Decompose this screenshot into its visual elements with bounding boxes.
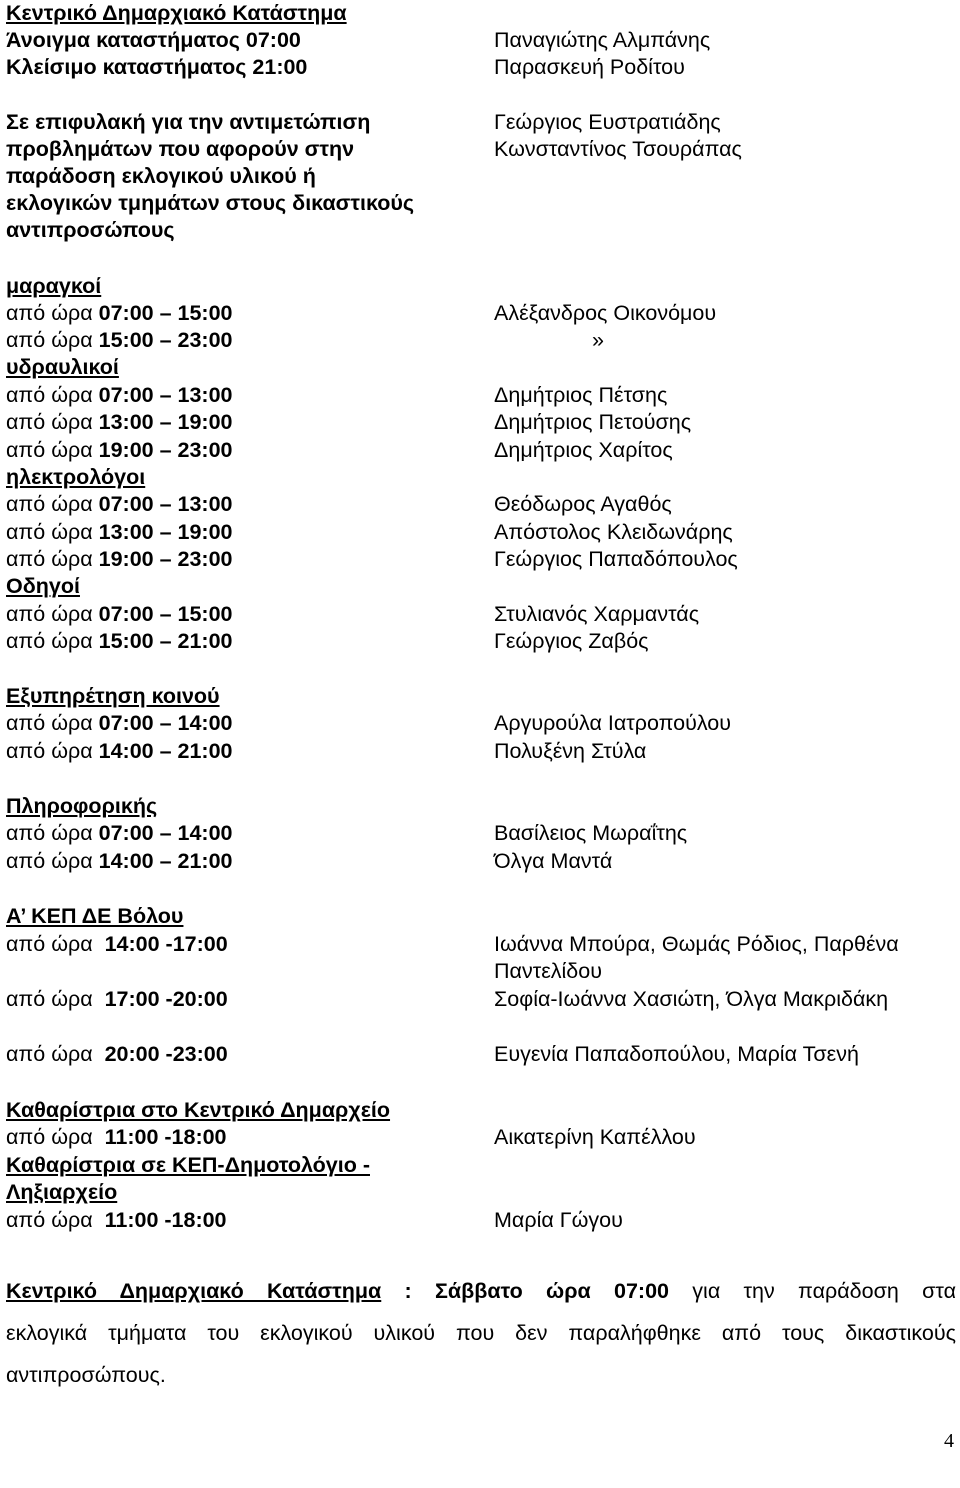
page-number: 4 — [944, 1430, 954, 1452]
group-title-cleaner-kep: Καθαρίστρια σε ΚΕΠ-Δημοτολόγιο - — [6, 1153, 370, 1177]
shift-time: 14:00 – 21:00 — [98, 849, 233, 873]
shift-row — [6, 986, 228, 1013]
saturday-note-separator: : — [381, 1279, 436, 1303]
shift-row — [6, 546, 233, 573]
shift-name: Όλγα Μαντά — [494, 849, 613, 873]
group-title-kep: Α’ ΚΕΠ ΔΕ Βόλου — [6, 904, 184, 928]
shift-time: 07:00 – 14:00 — [98, 821, 233, 845]
shift-name: Γεώργιος Παπαδόπουλος — [494, 547, 738, 571]
standby-staff-1: Γεώργιος Ευστρατιάδης — [494, 110, 721, 134]
shift-prefix: από ώρα — [6, 711, 93, 735]
shift-time: 17:00 -20:00 — [104, 987, 228, 1011]
shift-prefix: από ώρα — [6, 602, 93, 626]
shift-row — [6, 848, 233, 875]
shift-name: Αικατερίνη Καπέλλου — [494, 1125, 696, 1149]
standby-line-1: Σε επιφυλακή για την αντιμετώπιση — [6, 110, 371, 134]
shift-time: 14:00 – 21:00 — [98, 739, 233, 763]
shift-prefix: από ώρα — [6, 1042, 93, 1066]
shift-row — [6, 327, 233, 354]
shift-row — [6, 382, 233, 409]
group-title-drivers: Οδηγοί — [6, 574, 80, 598]
shift-name: Δημήτριος Πέτσης — [494, 383, 668, 407]
standby-line-5: αντιπροσώπους — [6, 218, 175, 242]
shift-prefix: από ώρα — [6, 410, 93, 434]
shift-time: 19:00 – 23:00 — [98, 547, 233, 571]
standby-line-3: παράδοση εκλογικού υλικού ή — [6, 164, 316, 188]
shift-row — [6, 931, 228, 958]
shift-time: 19:00 – 23:00 — [98, 438, 233, 462]
shift-name: Δημήτριος Χαρίτος — [494, 438, 673, 462]
shift-name: Πολυξένη Στύλα — [494, 739, 647, 763]
shift-time: 20:00 -23:00 — [104, 1042, 228, 1066]
shift-prefix: από ώρα — [6, 438, 93, 462]
shift-time: 07:00 – 15:00 — [98, 301, 233, 325]
shift-row — [6, 300, 233, 327]
shift-name-ditto: » — [592, 328, 604, 352]
shift-time: 14:00 -17:00 — [104, 932, 228, 956]
shift-prefix: από ώρα — [6, 629, 93, 653]
opening-staff-2: Παρασκευή Ροδίτου — [494, 55, 685, 79]
shift-name: Σοφία-Ιωάννα Χασιώτη, Όλγα Μακριδάκη — [494, 987, 889, 1011]
shift-time: 11:00 -18:00 — [104, 1208, 227, 1232]
shift-prefix: από ώρα — [6, 739, 93, 763]
opening-time: Άνοιγμα καταστήματος 07:00 — [6, 28, 301, 52]
group-title-electricians: ηλεκτρολόγοι — [6, 465, 146, 489]
shift-name: Αργυρούλα Ιατροπούλου — [494, 711, 732, 735]
shift-time: 07:00 – 14:00 — [98, 711, 233, 735]
shift-time: 07:00 – 13:00 — [98, 383, 233, 407]
standby-line-2: προβλημάτων που αφορούν στην — [6, 137, 355, 161]
shift-name: Βασίλειος Μωραΐτης — [494, 821, 688, 845]
shift-time: 11:00 -18:00 — [104, 1125, 227, 1149]
shift-row — [6, 601, 233, 628]
standby-line-4: εκλογικών τμημάτων στους δικαστικούς — [6, 191, 415, 215]
shift-prefix: από ώρα — [6, 383, 93, 407]
shift-time: 07:00 – 15:00 — [98, 602, 233, 626]
saturday-note-line-1 — [6, 1270, 956, 1312]
shift-name: Ιωάννα Μπούρα, Θωμάς Ρόδιος, Παρθένα — [494, 932, 899, 956]
shift-prefix: από ώρα — [6, 1208, 93, 1232]
group-title-storekeepers: μαραγκοί — [6, 274, 102, 298]
saturday-note-text-3: αντιπροσώπους. — [6, 1363, 166, 1387]
shift-prefix: από ώρα — [6, 821, 93, 845]
shift-row — [6, 738, 233, 765]
shift-name: Μαρία Γώγου — [494, 1208, 623, 1232]
group-title-plumbers: υδραυλικοί — [6, 355, 119, 379]
shift-time: 15:00 – 21:00 — [98, 629, 233, 653]
shift-time: 13:00 – 19:00 — [98, 410, 233, 434]
shift-name: Στυλιανός Χαρμαντάς — [494, 602, 700, 626]
saturday-note-time: Σάββατο ώρα 07:00 — [435, 1279, 670, 1303]
shift-row — [6, 1207, 227, 1234]
saturday-note-text-2: εκλογικά τμήματα του εκλογικού υλικού που δεν παραλήφθηκε από τους δικαστικούς — [6, 1321, 956, 1345]
shift-prefix: από ώρα — [6, 301, 93, 325]
shift-name-continued: Παντελίδου — [494, 959, 602, 983]
shift-name: Δημήτριος Πετούσης — [494, 410, 692, 434]
shift-prefix: από ώρα — [6, 849, 93, 873]
shift-row — [6, 710, 233, 737]
shift-row — [6, 491, 233, 518]
saturday-note-title: Κεντρικό Δημαρχιακό Κατάστημα — [6, 1279, 382, 1303]
group-title-cleaner-kep-2: Ληξιαρχείο — [6, 1180, 118, 1204]
shift-row — [6, 437, 233, 464]
saturday-note-text-1: για την παράδοση στα — [669, 1279, 957, 1303]
group-title-public-service: Εξυπηρέτηση κοινού — [6, 684, 220, 708]
shift-row — [6, 820, 233, 847]
shift-time: 07:00 – 13:00 — [98, 492, 233, 516]
section-title-central-store: Κεντρικό Δημαρχιακό Κατάστημα — [6, 1, 347, 25]
shift-prefix: από ώρα — [6, 547, 93, 571]
shift-row — [6, 519, 233, 546]
group-title-cleaner-central: Καθαρίστρια στο Κεντρικό Δημαρχείο — [6, 1098, 391, 1122]
shift-row — [6, 1124, 227, 1151]
saturday-note — [6, 1270, 956, 1396]
shift-prefix: από ώρα — [6, 987, 93, 1011]
shift-name: Αλέξανδρος Οικονόμου — [494, 301, 717, 325]
standby-staff-2: Κωνσταντίνος Τσουράπας — [494, 137, 742, 161]
shift-prefix: από ώρα — [6, 328, 93, 352]
shift-row — [6, 628, 233, 655]
shift-prefix: από ώρα — [6, 492, 93, 516]
closing-time: Κλείσιμο καταστήματος 21:00 — [6, 55, 308, 79]
shift-prefix: από ώρα — [6, 932, 93, 956]
shift-name: Ευγενία Παπαδοπούλου, Μαρία Τσενή — [494, 1042, 859, 1066]
shift-name: Γεώργιος Ζαβός — [494, 629, 649, 653]
shift-time: 13:00 – 19:00 — [98, 520, 233, 544]
shift-prefix: από ώρα — [6, 520, 93, 544]
shift-prefix: από ώρα — [6, 1125, 93, 1149]
shift-row — [6, 1041, 228, 1068]
shift-time: 15:00 – 23:00 — [98, 328, 233, 352]
shift-row — [6, 409, 233, 436]
shift-name: Απόστολος Κλειδωνάρης — [494, 520, 733, 544]
group-title-it: Πληροφορικής — [6, 794, 158, 818]
opening-staff-1: Παναγιώτης Αλμπάνης — [494, 28, 711, 52]
shift-name: Θεόδωρος Αγαθός — [494, 492, 672, 516]
